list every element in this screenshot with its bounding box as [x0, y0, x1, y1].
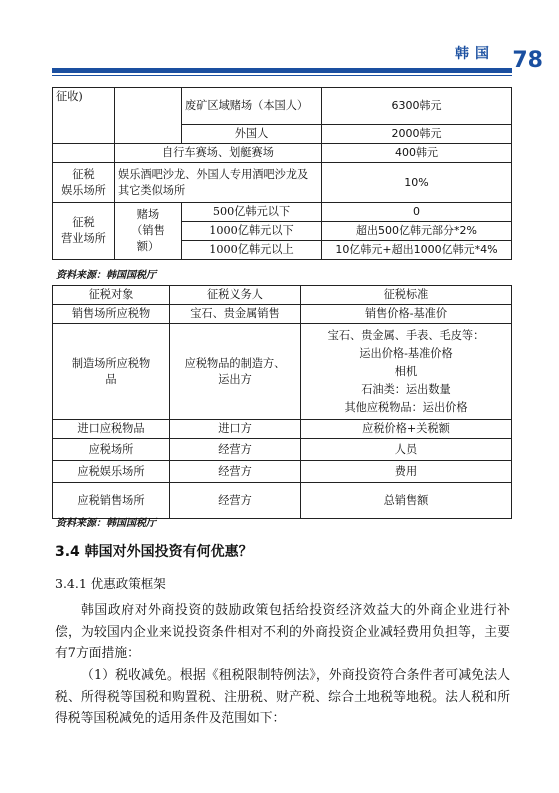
table-cell: 1000亿韩元以上 [182, 241, 322, 260]
table-cell: 应税物品的制造方、运出方 [170, 324, 301, 420]
table-cell [53, 144, 115, 163]
page-number: 78 [512, 48, 543, 73]
subsection-heading: 3.4.1 优惠政策框架 [55, 576, 166, 591]
column-header: 征税标准 [301, 286, 512, 305]
column-header: 征税对象 [53, 286, 170, 305]
table-cell: 销售场所应税物 [53, 305, 170, 324]
table-cell: 人员 [301, 439, 512, 461]
table-cell: 制造场所应税物品 [53, 324, 170, 420]
table-cell: 销售价格-基准价 [301, 305, 512, 324]
table-cell: 废矿区域赌场（本国人） [182, 88, 322, 125]
table-cell: 应税销售场所 [53, 483, 170, 519]
source-note: 资料来源：韩国国税厅 [56, 518, 156, 529]
table-cell: 进口应税物品 [53, 420, 170, 439]
table-cell: 6300韩元 [322, 88, 512, 125]
table-cell: 征税 娱乐场所 [53, 163, 115, 203]
section-heading: 3.4 韩国对外国投资有何优惠？ [55, 544, 253, 560]
table-cell: 经营方 [170, 439, 301, 461]
table-cell: 400韩元 [322, 144, 512, 163]
table-cell: 经营方 [170, 461, 301, 483]
table-cell: 自行车赛场、划艇赛场 [115, 144, 322, 163]
table-cell: 应税价格+关税额 [301, 420, 512, 439]
table-cell [115, 88, 182, 144]
table-cell: 0 [322, 203, 512, 222]
table-cell: 进口方 [170, 420, 301, 439]
table-cell: 征税 营业场所 [53, 203, 115, 260]
table-cell: 10亿韩元+超出1000亿韩元*4% [322, 241, 512, 260]
header-rule [52, 68, 512, 73]
table-cell: 经营方 [170, 483, 301, 519]
table-cell: 宝石、贵金属销售 [170, 305, 301, 324]
table-cell: 应税场所 [53, 439, 170, 461]
table-cell: 宝石、贵金属、手表、毛皮等： 运出价格-基准价格 相机 石油类：运出数量 其他应税物品：运出价格 [301, 324, 512, 420]
table-cell: 总销售额 [301, 483, 512, 519]
source-note: 资料来源：韩国国税厅 [56, 270, 156, 281]
table-cell: 征收) [53, 88, 115, 144]
header-rule-thin [52, 75, 512, 76]
table-cell: 10% [322, 163, 512, 203]
table-cell: 娱乐酒吧沙龙、外国人专用酒吧沙龙及其它类似场所 [115, 163, 322, 203]
table-cell: 500亿韩元以下 [182, 203, 322, 222]
column-header: 征税义务人 [170, 286, 301, 305]
body-paragraph: （1）税收减免。根据《租税限制特例法》，外商投资符合条件者可减免法人税、所得税等国税和购置税、注册税、财产税、综合土地税等地税。法人税和所得税等国税减免的适用条件及范围如下： [55, 668, 510, 726]
table-cell: 2000韩元 [322, 125, 512, 144]
table-cell: 外国人 [182, 125, 322, 144]
body-paragraph: 韩国政府对外商投资的鼓励政策包括给投资经济效益大的外商企业进行补偿，为较国内企业来说投资条件相对不利的外商投资企业减轻费用负担等，主要有7方面措施： [55, 603, 510, 661]
table-cell: 1000亿韩元以下 [182, 222, 322, 241]
header-country: 韩国 [455, 46, 495, 62]
tax-rate-table [52, 87, 512, 260]
table-cell: 超出500亿韩元部分*2% [322, 222, 512, 241]
tax-object-table [52, 285, 512, 519]
table-cell: 应税娱乐场所 [53, 461, 170, 483]
table-cell: 赌场 （销售 额） [115, 203, 182, 260]
table-cell: 费用 [301, 461, 512, 483]
